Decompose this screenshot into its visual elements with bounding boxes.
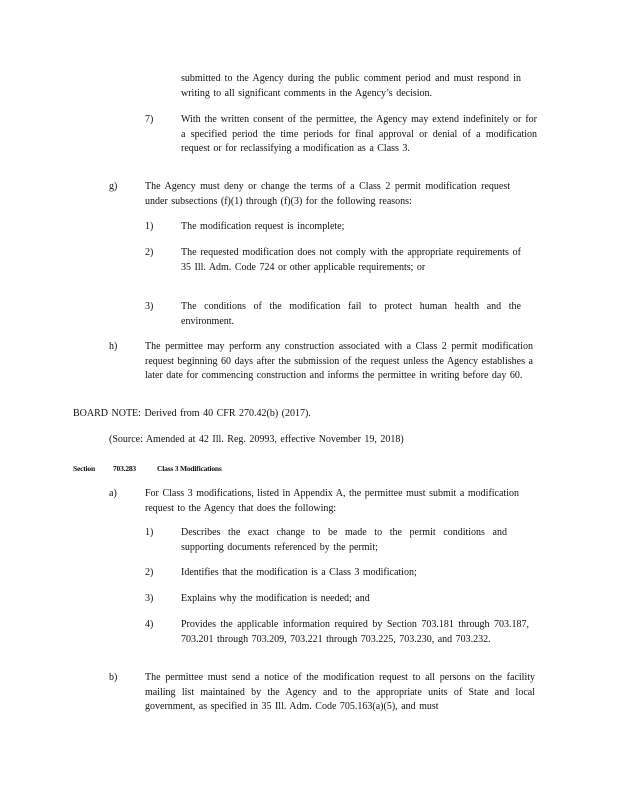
- item-a1-label: 1): [145, 527, 154, 538]
- item-a1-text: Describes the exact change to be made to the permit conditions and supporting documents referenced by the permit;: [181, 527, 507, 553]
- item-g2-text: The requested modification does not comply with the appropriate requirements of 35 Ill. Adm. Code 724 or other applicable requirements; or: [181, 247, 521, 273]
- item-g1-label: 1): [145, 221, 154, 232]
- subsection-b-text: The permittee must send a notice of the modification request to all persons on the facility mailing list maintained by the Agency and to the appropriate units of State and local government, as specified in 35 Ill. Adm. Code 705.163(a)(5), and must: [145, 672, 535, 712]
- item-a2-label: 2): [145, 567, 154, 578]
- section-number: 703.283: [113, 464, 136, 473]
- subsection-a-label: a): [109, 488, 117, 499]
- item-a3-label: 3): [145, 593, 154, 604]
- subsection-a-text: For Class 3 modifications, listed in Appendix A, the permittee must submit a modification request to the Agency that does the following:: [145, 488, 519, 514]
- item-g2-label: 2): [145, 247, 154, 258]
- section-heading: [73, 462, 222, 477]
- item-a4-label: 4): [145, 619, 154, 630]
- subsection-g-label: g): [109, 181, 118, 192]
- subsection-h-label: h): [109, 341, 118, 352]
- section-label: Section: [73, 464, 95, 473]
- section-title: Class 3 Modifications: [157, 464, 222, 473]
- subsection-h-text: The permittee may perform any construction associated with a Class 2 permit modification request beginning 60 days after the submission of the request unless the Agency establishes a later date for commencing construction and informs the permittee in writing before day 60.: [145, 341, 533, 381]
- item-g3-text: The conditions of the modification fail to protect human health and the environment.: [181, 301, 521, 327]
- continuation-paragraph: submitted to the Agency during the public comment period and must respond in writing to all significant comments in the Agency’s decision.: [181, 73, 521, 99]
- item-a2-text: Identifies that the modification is a Class 3 modification;: [181, 567, 417, 578]
- source-note: (Source: Amended at 42 Ill. Reg. 20993, effective November 19, 2018): [109, 434, 404, 445]
- item-g1-text: The modification request is incomplete;: [181, 221, 345, 232]
- item-g3-label: 3): [145, 301, 154, 312]
- subsection-b-label: b): [109, 672, 118, 683]
- item-a3-text: Explains why the modification is needed; and: [181, 593, 370, 604]
- item-7-label: 7): [145, 114, 154, 125]
- item-7-text: With the written consent of the permittee, the Agency may extend indefinitely or for a specified period the time periods for final approval or denial of a modification request or for reclassifying a modification as a Class 3.: [181, 114, 537, 154]
- board-note: BOARD NOTE: Derived from 40 CFR 270.42(b) (2017).: [73, 408, 311, 419]
- subsection-g-text: The Agency must deny or change the terms of a Class 2 permit modification request under subsections (f)(1) through (f)(3) for the following reasons:: [145, 181, 510, 207]
- item-a4-text: Provides the applicable information required by Section 703.181 through 703.187, 703.201 through 703.209, 703.221 through 703.225, 703.230, and 703.232.: [181, 619, 529, 645]
